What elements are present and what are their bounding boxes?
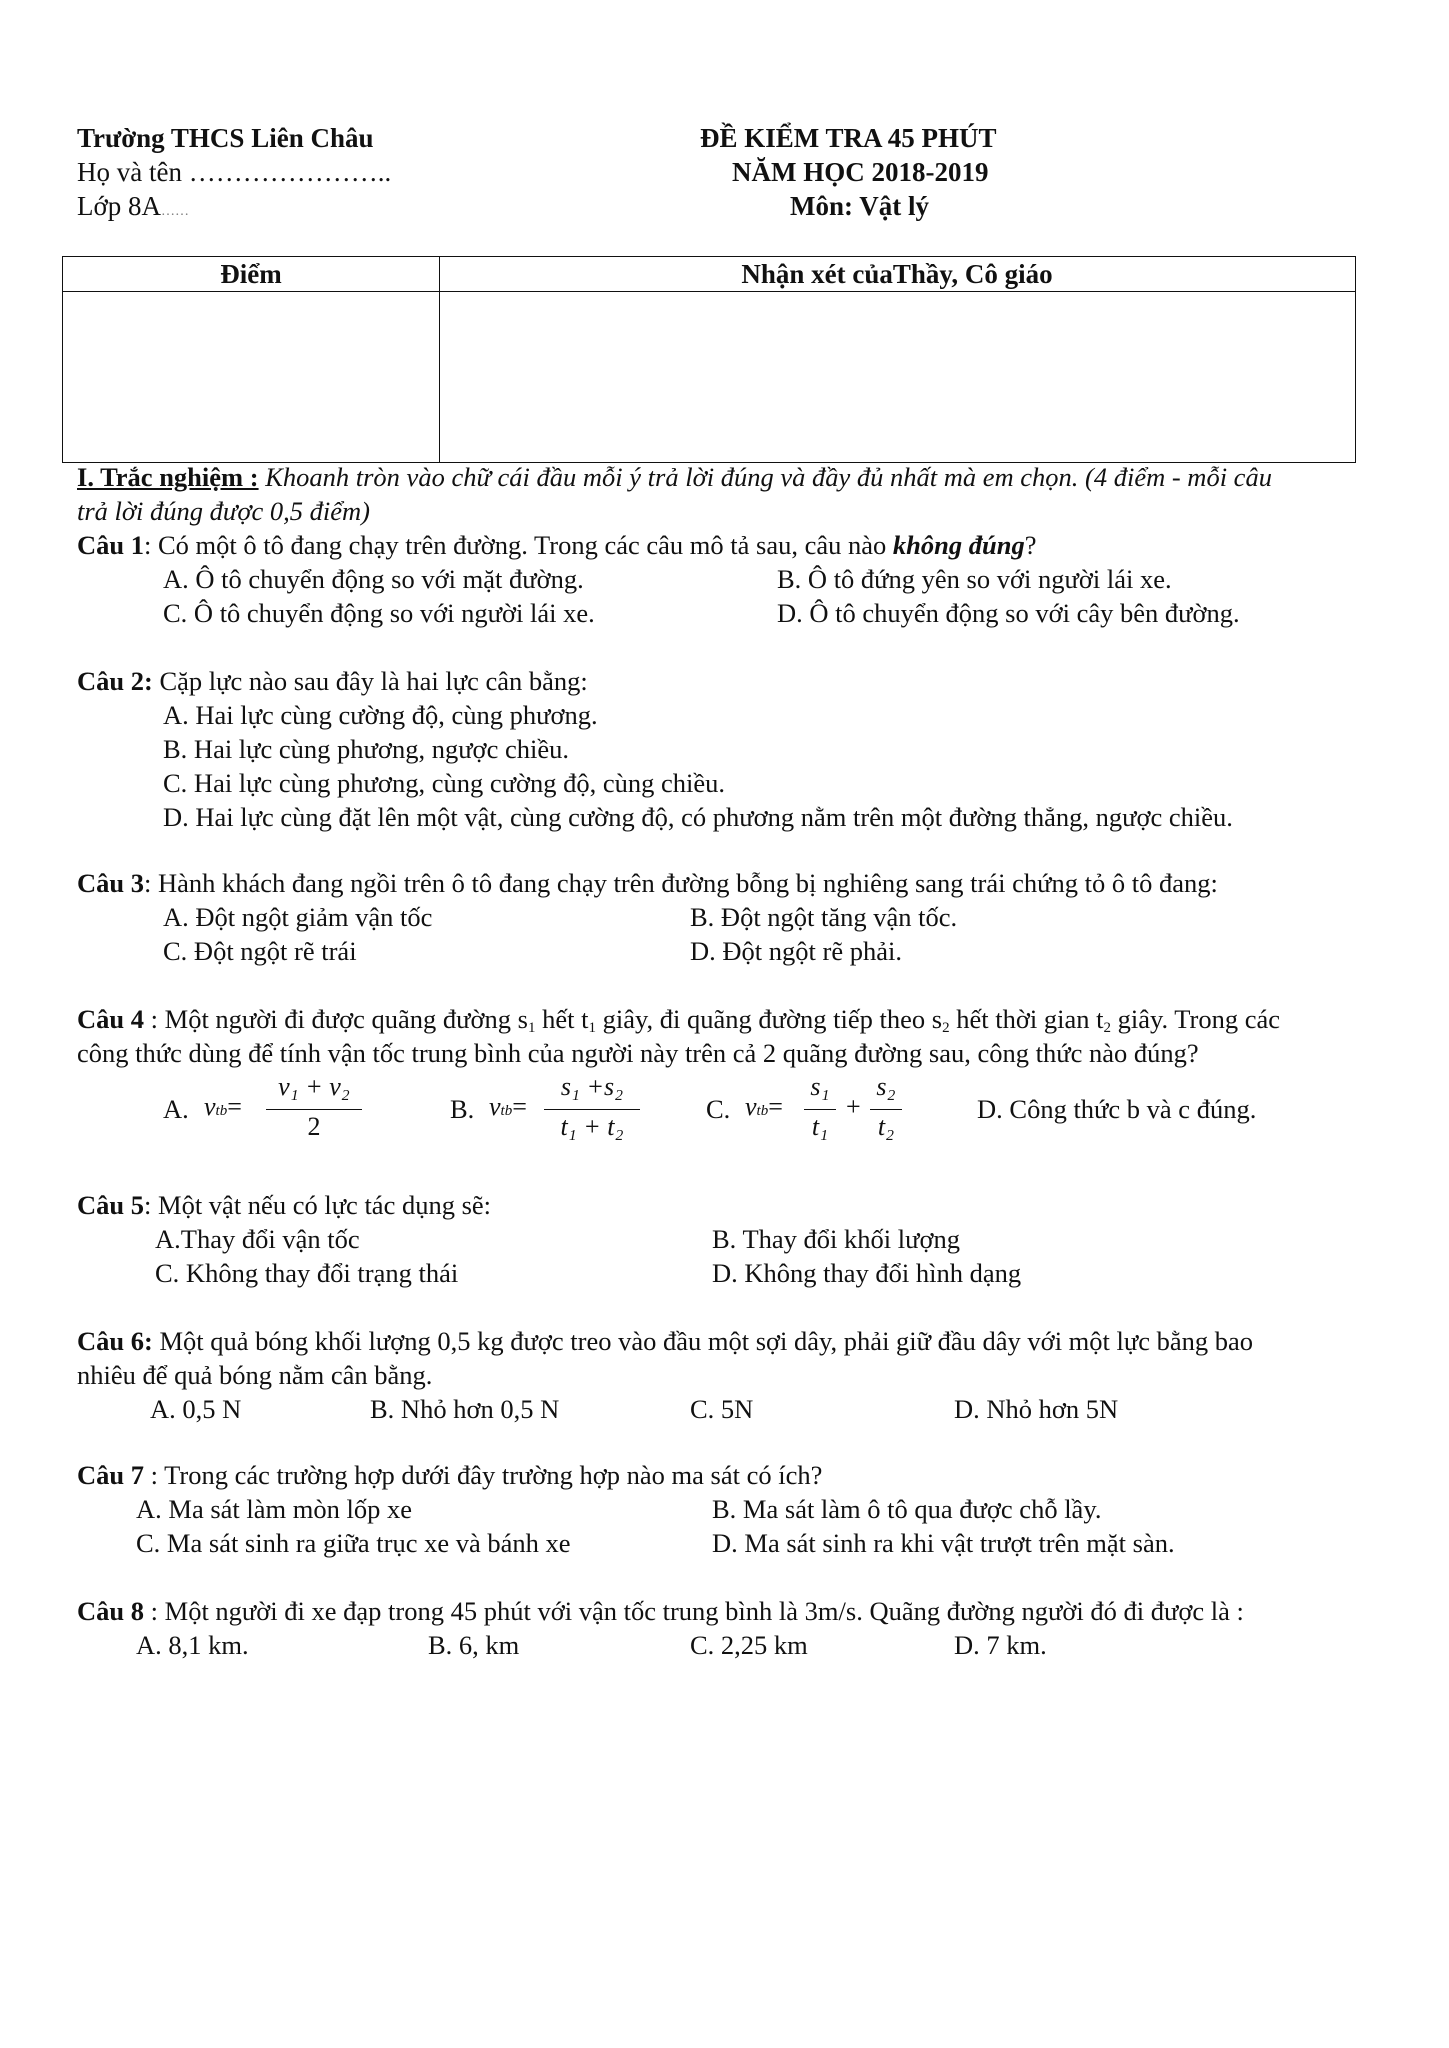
option-4a-label[interactable]: A.: [163, 1094, 189, 1124]
option-3a[interactable]: A. Đột ngột giảm vận tốc: [163, 902, 433, 932]
option-4d[interactable]: D. Công thức b và c đúng.: [977, 1094, 1257, 1124]
formula-4c-lhs: vtb=: [745, 1092, 783, 1121]
question-label: Câu 4: [77, 1004, 145, 1034]
option-1b[interactable]: B. Ô tô đứng yên so với người lái xe.: [777, 564, 1172, 594]
formula-4c-numerator-1: s₁: [810, 1072, 830, 1101]
option-6b[interactable]: B. Nhỏ hơn 0,5 N: [370, 1394, 560, 1424]
formula-4c-bar-2: [870, 1109, 902, 1110]
option-7b[interactable]: B. Ma sát làm ô tô qua được chỗ lầy.: [712, 1494, 1102, 1524]
question-6-cont: nhiêu để quả bóng nằm cân bằng.: [77, 1360, 433, 1390]
option-8d[interactable]: D. 7 km.: [954, 1630, 1047, 1660]
question-label: Câu 7: [77, 1460, 145, 1490]
option-5a[interactable]: A.Thay đổi vận tốc: [155, 1224, 360, 1254]
class-dots: ……: [161, 204, 190, 219]
option-4c-label[interactable]: C.: [706, 1094, 731, 1124]
formula-4a-denominator: 2: [307, 1112, 321, 1141]
question-label: Câu 8: [77, 1596, 145, 1626]
option-7c[interactable]: C. Ma sát sinh ra giữa trục xe và bánh xe: [136, 1528, 571, 1558]
option-7a[interactable]: A. Ma sát làm mòn lốp xe: [136, 1494, 412, 1524]
section-1-instruction: I. Trắc nghiệm : Khoanh tròn vào chữ cái đầu mỗi ý trả lời đúng và đầy đủ nhất mà em chọn. (4 điểm - mỗi câu: [77, 462, 1272, 492]
section-1-title: I. Trắc nghiệm :: [77, 462, 259, 492]
option-8b[interactable]: B. 6, km: [428, 1630, 520, 1660]
question-7: Câu 7 : Trong các trường hợp dưới đây trường hợp nào ma sát có ích?: [77, 1460, 823, 1490]
formula-4c-denominator-2: t₂: [877, 1112, 895, 1141]
option-5b[interactable]: B. Thay đổi khối lượng: [712, 1224, 960, 1254]
option-1a[interactable]: A. Ô tô chuyển động so với mặt đường.: [163, 564, 584, 594]
option-4b-label[interactable]: B.: [450, 1094, 475, 1124]
question-4: Câu 4 : Một người đi được quãng đường $s_1$ hết $t_1$ giây, đi quãng đường tiếp theo $s_2$ hết thời gian $t_2$ giây. Trong các: [77, 1004, 1280, 1036]
option-3b[interactable]: B. Đột ngột tăng vận tốc.: [690, 902, 958, 932]
question-3: Câu 3: Hành khách đang ngồi trên ô tô đang chạy trên đường bỗng bị nghiêng sang trái chứng tỏ ô tô đang:: [77, 868, 1218, 898]
comment-header: Nhận xét củaThầy, Cô giáo: [741, 259, 1053, 289]
section-1-instruction-cont: trả lời đúng được 0,5 điểm): [77, 496, 370, 526]
formula-4b-denominator: t₁ + t₂: [560, 1112, 624, 1141]
class-line: [77, 189, 189, 229]
question-label: Câu 6:: [77, 1326, 153, 1356]
option-2b[interactable]: B. Hai lực cùng phương, ngược chiều.: [163, 734, 569, 764]
formula-4a-bar: [266, 1109, 362, 1110]
option-2a[interactable]: A. Hai lực cùng cường độ, cùng phương.: [163, 700, 598, 730]
option-3c[interactable]: C. Đột ngột rẽ trái: [163, 936, 357, 966]
question-2: Câu 2: Cặp lực nào sau đây là hai lực cân bằng:: [77, 666, 588, 696]
formula-4c-bar-1: [804, 1109, 836, 1110]
score-header: Điểm: [220, 259, 282, 289]
option-8a[interactable]: A. 8,1 km.: [136, 1630, 249, 1660]
formula-4c-plus: +: [846, 1092, 861, 1121]
option-1c[interactable]: C. Ô tô chuyển động so với người lái xe.: [163, 598, 595, 628]
question-8: Câu 8 : Một người đi xe đạp trong 45 phút với vận tốc trung bình là 3m/s. Quãng đường người đó đi được là :: [77, 1596, 1244, 1626]
question-label: Câu 5: [77, 1190, 145, 1220]
emphasis: không đúng: [892, 530, 1025, 560]
option-6d[interactable]: D. Nhỏ hơn 5N: [954, 1394, 1119, 1424]
option-8c[interactable]: C. 2,25 km: [690, 1630, 808, 1660]
formula-4c-denominator-1: t₁: [811, 1112, 829, 1141]
formula-4a-numerator: v₁ + v₂: [278, 1072, 350, 1101]
question-6: Câu 6: Một quả bóng khối lượng 0,5 kg được treo vào đầu một sợi dây, phải giữ đầu dây với một lực bằng bao: [77, 1326, 1254, 1356]
class-label: Lớp 8A: [77, 191, 162, 221]
question-label: Câu 3: [77, 868, 145, 898]
question-5: Câu 5: Một vật nếu có lực tác dụng sẽ:: [77, 1190, 492, 1220]
option-2d[interactable]: D. Hai lực cùng đặt lên một vật, cùng cường độ, có phương nằm trên một đường thẳng, ngược chiều.: [163, 802, 1233, 832]
option-3d[interactable]: D. Đột ngột rẽ phải.: [690, 936, 902, 966]
school-name: Trường THCS Liên Châu: [77, 123, 374, 153]
table-row-divider: [63, 291, 1355, 292]
option-5d[interactable]: D. Không thay đổi hình dạng: [712, 1258, 1022, 1288]
option-7d[interactable]: D. Ma sát sinh ra khi vật trượt trên mặt sàn.: [712, 1528, 1175, 1558]
option-2c[interactable]: C. Hai lực cùng phương, cùng cường độ, cùng chiều.: [163, 768, 725, 798]
question-1: Câu 1: Có một ô tô đang chạy trên đường. Trong các câu mô tả sau, câu nào không đúng?: [77, 530, 1037, 560]
question-label: Câu 2:: [77, 666, 153, 696]
formula-4b-numerator: s₁ +s₂: [560, 1072, 624, 1101]
student-name-line: Họ và tên …………………..: [77, 157, 392, 187]
option-5c[interactable]: C. Không thay đổi trạng thái: [155, 1258, 459, 1288]
question-label: Câu 1: [77, 530, 145, 560]
grade-table: [62, 256, 1356, 463]
option-1d[interactable]: D. Ô tô chuyển động so với cây bên đường.: [777, 598, 1240, 628]
school-year: NĂM HỌC 2018-2019: [732, 157, 989, 187]
formula-4b-bar: [544, 1109, 640, 1110]
option-6c[interactable]: C. 5N: [690, 1394, 754, 1424]
option-6a[interactable]: A. 0,5 N: [150, 1394, 242, 1424]
subject: Môn: Vật lý: [790, 191, 929, 221]
formula-4c-numerator-2: s₂: [876, 1072, 896, 1101]
exam-title: ĐỀ KIỂM TRA 45 PHÚT: [700, 123, 997, 153]
question-4-cont: công thức dùng để tính vận tốc trung bình của người này trên cả 2 quãng đường sau, công thức nào đúng?: [77, 1038, 1199, 1068]
formula-4a-lhs: vtb=: [204, 1092, 242, 1121]
formula-4b-lhs: vtb=: [489, 1092, 527, 1121]
